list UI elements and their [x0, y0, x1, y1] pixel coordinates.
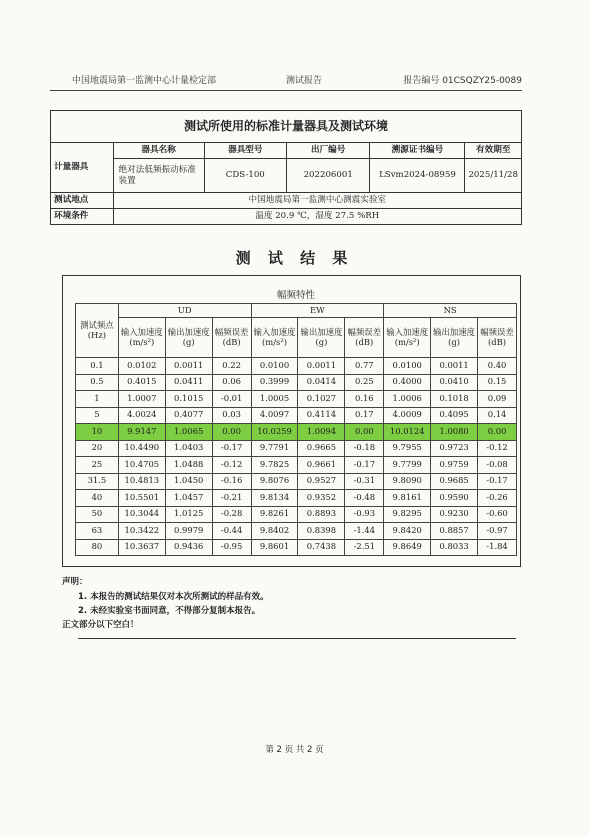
value-cell: 0.16 [345, 391, 384, 408]
value-cell: 0.9436 [165, 539, 212, 556]
value-cell: 1.0457 [165, 490, 212, 507]
col-expiry: 有效期至 [465, 143, 522, 159]
value-cell: 0.9352 [298, 490, 345, 507]
value-cell: 0.15 [478, 374, 517, 391]
instrument-cert: LSvm2024-08959 [370, 159, 465, 193]
value-cell: 9.9147 [118, 424, 165, 441]
table-row [76, 473, 517, 490]
value-cell: 0.9665 [298, 440, 345, 457]
value-cell: 9.7955 [384, 440, 431, 457]
instrument-label: 计量器具 [51, 143, 114, 193]
value-cell: 0.1015 [165, 391, 212, 408]
col-name: 器具名称 [113, 143, 204, 159]
instrument-model: CDS-100 [204, 159, 286, 193]
value-cell: 0.7438 [298, 539, 345, 556]
results-title: 测 试 结 果 [235, 249, 354, 267]
value-cell: 0.0011 [298, 358, 345, 375]
page-header [72, 73, 522, 89]
value-cell: 0.25 [345, 374, 384, 391]
value-cell: 9.8649 [384, 539, 431, 556]
freq-cell: 50 [76, 506, 119, 523]
value-cell: 9.8090 [384, 473, 431, 490]
page-number: 第 2 页 共 2 页 [265, 745, 324, 755]
value-cell: 9.7791 [251, 440, 298, 457]
freq-cell: 10 [76, 424, 119, 441]
value-cell: -0.12 [212, 457, 251, 474]
table-row [76, 523, 517, 540]
freq-cell: 0.5 [76, 374, 119, 391]
group-ew: EW [251, 304, 384, 318]
doc-type: 测试报告 [286, 76, 323, 86]
value-cell: 4.0097 [251, 407, 298, 424]
freq-cell: 20 [76, 440, 119, 457]
col-serial: 出厂编号 [286, 143, 370, 159]
value-cell: 0.8398 [298, 523, 345, 540]
freq-cell: 63 [76, 523, 119, 540]
table-row [76, 407, 517, 424]
value-cell: 0.03 [212, 407, 251, 424]
value-cell: -0.44 [212, 523, 251, 540]
value-cell: 0.40 [478, 358, 517, 375]
value-cell: -0.08 [478, 457, 517, 474]
value-cell: 10.3637 [118, 539, 165, 556]
equipment-title: 测试所使用的标准计量器具及测试环境 [51, 111, 522, 143]
value-cell: 0.1027 [298, 391, 345, 408]
value-cell: 0.4114 [298, 407, 345, 424]
value-cell: -0.26 [478, 490, 517, 507]
value-cell: 0.14 [478, 407, 517, 424]
value-cell: 10.3044 [118, 506, 165, 523]
value-cell: 9.8295 [384, 506, 431, 523]
env-label: 环境条件 [51, 209, 114, 225]
value-cell: 0.9661 [298, 457, 345, 474]
value-cell: 9.8134 [251, 490, 298, 507]
results-body [76, 358, 517, 556]
value-cell: 1.0094 [298, 424, 345, 441]
table-row [76, 391, 517, 408]
table-row [76, 506, 517, 523]
value-cell: 0.9527 [298, 473, 345, 490]
value-cell: -0.31 [345, 473, 384, 490]
value-cell: 0.4015 [118, 374, 165, 391]
header-divider [50, 90, 522, 91]
value-cell: 1.0125 [165, 506, 212, 523]
results-caption: 幅频特性 [76, 290, 517, 304]
value-cell: -0.17 [478, 473, 517, 490]
value-cell: 9.7825 [251, 457, 298, 474]
value-cell: -0.21 [212, 490, 251, 507]
value-cell: 0.8893 [298, 506, 345, 523]
value-cell: 1.0403 [165, 440, 212, 457]
value-cell: 4.0024 [118, 407, 165, 424]
notes-label: 声明： [62, 577, 88, 587]
value-cell: 0.9723 [431, 440, 478, 457]
value-cell: 10.0124 [384, 424, 431, 441]
group-ns: NS [384, 304, 517, 318]
value-cell: 1.0450 [165, 473, 212, 490]
value-cell: 9.8402 [251, 523, 298, 540]
value-cell: 1.0007 [118, 391, 165, 408]
value-cell: 10.4705 [118, 457, 165, 474]
value-cell: -0.60 [478, 506, 517, 523]
value-cell: 0.09 [478, 391, 517, 408]
value-cell: 0.9685 [431, 473, 478, 490]
freq-cell: 80 [76, 539, 119, 556]
value-cell: 1.0005 [251, 391, 298, 408]
value-cell: -0.95 [212, 539, 251, 556]
value-cell: 0.77 [345, 358, 384, 375]
value-cell: -0.28 [212, 506, 251, 523]
sub-header-row [76, 318, 517, 358]
table-row [76, 490, 517, 507]
subheader-ud-input-accel: 输入加速度(m/s²) [118, 318, 165, 358]
subheader-ew-output-accel: 输出加速度(g) [298, 318, 345, 358]
value-cell: 0.22 [212, 358, 251, 375]
value-cell: 0.3999 [251, 374, 298, 391]
org-name: 中国地震局第一监测中心计量检定部 [72, 76, 217, 86]
value-cell: 0.0102 [118, 358, 165, 375]
freq-cell: 1 [76, 391, 119, 408]
value-cell: 10.4813 [118, 473, 165, 490]
value-cell: 9.8261 [251, 506, 298, 523]
value-cell: 0.0414 [298, 374, 345, 391]
value-cell: 0.0100 [251, 358, 298, 375]
freq-cell: 5 [76, 407, 119, 424]
freq-cell: 31.5 [76, 473, 119, 490]
value-cell: -0.17 [212, 440, 251, 457]
value-cell: 0.00 [212, 424, 251, 441]
value-cell: 9.8601 [251, 539, 298, 556]
value-cell: 10.4490 [118, 440, 165, 457]
subheader-ud-output-accel: 输出加速度(g) [165, 318, 212, 358]
subheader-ns-output-accel: 输出加速度(g) [431, 318, 478, 358]
freq-cell: 0.1 [76, 358, 119, 375]
value-cell: -0.18 [345, 440, 384, 457]
value-cell: 9.8076 [251, 473, 298, 490]
table-row [76, 358, 517, 375]
report-number: 报告编号 01CSQZY25-0089 [403, 76, 522, 86]
value-cell: -0.16 [212, 473, 251, 490]
value-cell: 0.00 [478, 424, 517, 441]
env-value: 温度 20.9 ℃，湿度 27.5 %RH [113, 209, 521, 225]
value-cell: -2.51 [345, 539, 384, 556]
value-cell: 10.5501 [118, 490, 165, 507]
value-cell: 0.0011 [165, 358, 212, 375]
value-cell: 10.3422 [118, 523, 165, 540]
results-table [75, 290, 517, 556]
value-cell: -1.84 [478, 539, 517, 556]
value-cell: -0.01 [212, 391, 251, 408]
value-cell: 0.17 [345, 407, 384, 424]
subheader-ew-input-accel: 输入加速度(m/s²) [251, 318, 298, 358]
value-cell: 0.8857 [431, 523, 478, 540]
table-row [76, 424, 517, 441]
table-row [76, 440, 517, 457]
value-cell: -0.97 [478, 523, 517, 540]
subheader-ns-amp-error: 幅频误差(dB) [478, 318, 517, 358]
value-cell: 1.0080 [431, 424, 478, 441]
value-cell: 0.9759 [431, 457, 478, 474]
value-cell: 0.8033 [431, 539, 478, 556]
value-cell: 0.06 [212, 374, 251, 391]
site-label: 测试地点 [51, 193, 114, 209]
value-cell: 0.4077 [165, 407, 212, 424]
freq-cell: 40 [76, 490, 119, 507]
value-cell: 0.9230 [431, 506, 478, 523]
value-cell: 0.9590 [431, 490, 478, 507]
value-cell: 0.4000 [384, 374, 431, 391]
table-row [76, 539, 517, 556]
note-2: 2. 未经实验室书面同意，不得部分复制本报告。 [78, 606, 261, 616]
site-value: 中国地震局第一监测中心测震实验室 [113, 193, 521, 209]
freq-cell: 25 [76, 457, 119, 474]
col-model: 器具型号 [204, 143, 286, 159]
value-cell: 0.0011 [431, 358, 478, 375]
value-cell: 0.1018 [431, 391, 478, 408]
subheader-ud-amp-error: 幅频误差(dB) [212, 318, 251, 358]
value-cell: 0.4095 [431, 407, 478, 424]
instrument-expiry: 2025/11/28 [465, 159, 522, 193]
value-cell: 0.0410 [431, 374, 478, 391]
value-cell: 0.00 [345, 424, 384, 441]
value-cell: 1.0488 [165, 457, 212, 474]
group-ud: UD [118, 304, 251, 318]
value-cell: -0.93 [345, 506, 384, 523]
instrument-serial: 202206001 [286, 159, 370, 193]
value-cell: 9.8420 [384, 523, 431, 540]
value-cell: 9.7799 [384, 457, 431, 474]
end-divider [78, 638, 516, 639]
value-cell: 0.0100 [384, 358, 431, 375]
equipment-table [50, 110, 522, 225]
table-row [76, 374, 517, 391]
note-1: 1. 本报告的测试结果仅对本次所测试的样品有效。 [78, 592, 269, 602]
subheader-ns-input-accel: 输入加速度(m/s²) [384, 318, 431, 358]
subheader-ew-amp-error: 幅频误差(dB) [345, 318, 384, 358]
value-cell: 0.0411 [165, 374, 212, 391]
col-cert: 溯源证书编号 [370, 143, 465, 159]
value-cell: 0.9979 [165, 523, 212, 540]
value-cell: -0.12 [478, 440, 517, 457]
value-cell: 10.0259 [251, 424, 298, 441]
notes-end: 正文部分以下空白！ [62, 620, 139, 630]
value-cell: 1.0006 [384, 391, 431, 408]
freq-header: 测试频点(Hz) [76, 304, 119, 358]
value-cell: -0.48 [345, 490, 384, 507]
value-cell: 1.0065 [165, 424, 212, 441]
instrument-name: 绝对法低频振动标准装置 [113, 159, 204, 193]
value-cell: -1.44 [345, 523, 384, 540]
value-cell: 4.0009 [384, 407, 431, 424]
value-cell: -0.17 [345, 457, 384, 474]
value-cell: 9.8161 [384, 490, 431, 507]
table-row [76, 457, 517, 474]
